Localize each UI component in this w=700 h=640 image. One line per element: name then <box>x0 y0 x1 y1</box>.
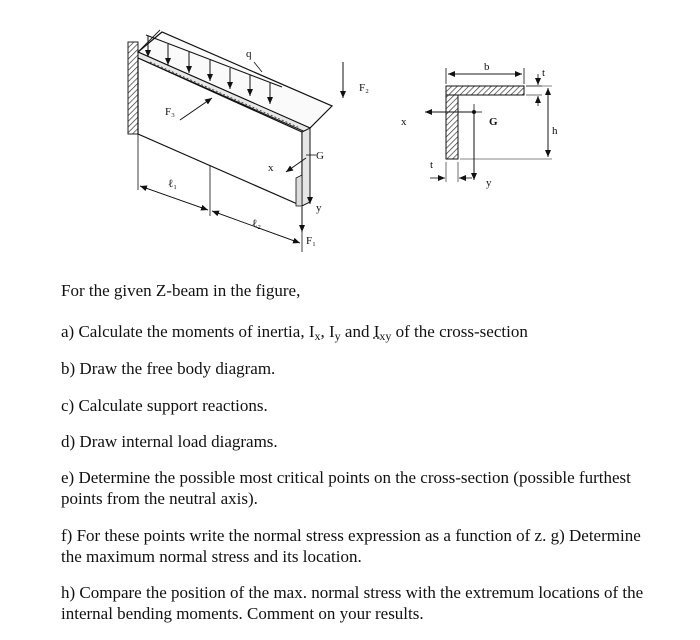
problem-intro: For the given Z-beam in the figure, <box>61 281 301 300</box>
problem-part-e: e) Determine the possible most critical points on the cross-section (possible furthest points from the neutral axis). <box>61 468 631 508</box>
label-f1: F₁ <box>306 235 316 247</box>
label-q: q <box>246 48 252 60</box>
label-x-section: x <box>401 116 407 128</box>
problem-part-h: h) Compare the position of the max. normal stress with the extremum locations of the internal bending moments. Comment on your results. <box>61 583 644 623</box>
section-top-flange <box>446 86 524 95</box>
label-f3: F₃ <box>165 106 175 118</box>
problem-part-c: c) Calculate support reactions. <box>61 396 268 415</box>
label-l1: ℓ₁ <box>168 178 178 190</box>
label-y-beam: y <box>316 202 322 214</box>
label-l2: ℓ₂ <box>252 218 262 230</box>
problem-part-f-g: f) For these points write the normal stress expression as a function of z. g) Determine the maximum normal stress and its location. <box>61 526 641 566</box>
problem-part-b: b) Draw the free body diagram. <box>61 359 276 378</box>
label-t-bottom: t <box>430 159 434 171</box>
problem-part-d: d) Draw internal load diagrams. <box>61 432 278 451</box>
force-f2 <box>343 62 369 98</box>
label-g-section: G <box>489 116 498 128</box>
force-f1 <box>302 207 316 247</box>
label-x-beam: x <box>268 162 274 174</box>
label-g-beam: G <box>316 150 324 162</box>
cross-section-drawing <box>401 61 558 189</box>
label-t-top: t <box>542 67 546 79</box>
label-h: h <box>552 125 558 137</box>
label-f2: F₂ <box>359 82 369 94</box>
z-beam-figure <box>0 0 700 270</box>
label-b: b <box>484 61 490 73</box>
wall-support <box>128 42 138 134</box>
label-y-section: y <box>486 177 492 189</box>
problem-part-a: a) Calculate the moments of inertia, $I_x$, $I_y$ and $I_{xy}$ of the cross-section <box>61 322 528 343</box>
beam-drawing <box>128 30 369 252</box>
section-web <box>446 95 458 159</box>
